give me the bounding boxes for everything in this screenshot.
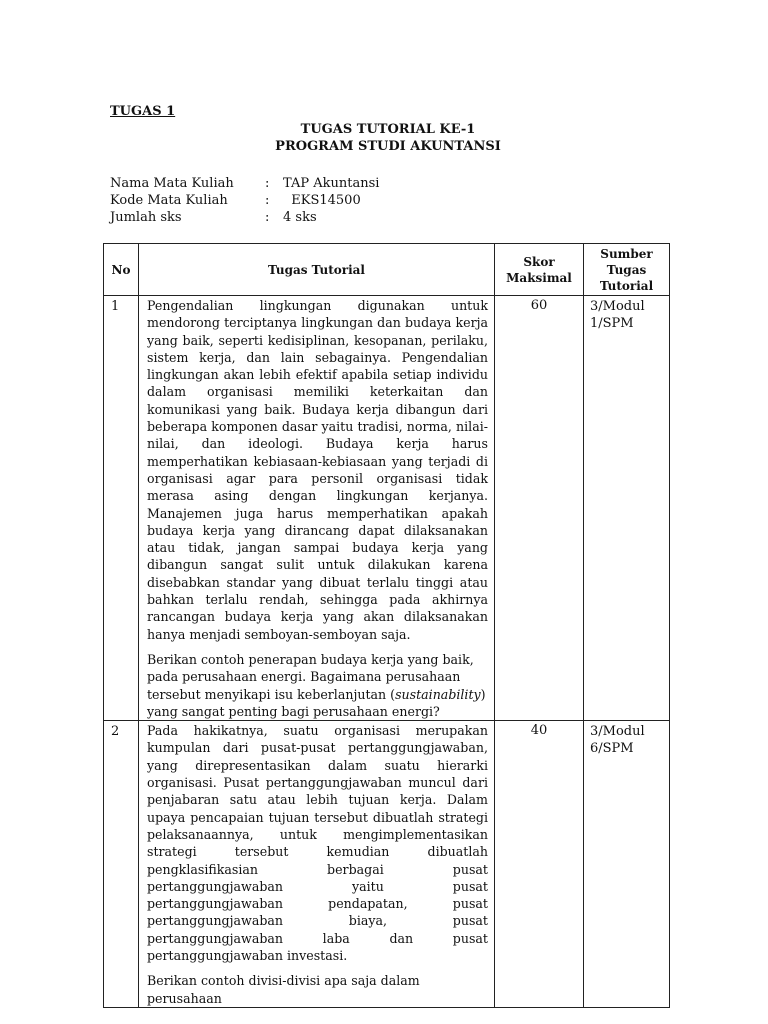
course-name-value: TAP Akuntansi (283, 176, 380, 191)
task-question: Berikan contoh divisi-divisi apa saja dalam perusahaan (147, 973, 420, 1006)
course-code-value: EKS14500 (283, 193, 361, 208)
source-line2: 6/SPM (590, 741, 634, 757)
credits-value: 4 sks (283, 210, 317, 225)
header-sumber-line3: Tutorial (599, 278, 654, 293)
header-skor (495, 244, 584, 296)
tutorial-table (103, 243, 670, 1008)
max-score: 40 (495, 721, 584, 1008)
header-no: No (104, 244, 139, 296)
table-row (104, 296, 670, 721)
task-description (139, 721, 495, 1008)
source-line2: 1/SPM (590, 316, 634, 331)
header-sumber-line1: Sumber (600, 246, 653, 261)
row-number: 1 (104, 296, 139, 721)
task-paragraph: Pengendalian lingkungan digunakan untuk mendorong terciptanya lingkungan dan budaya kerja yang baik, seperti kedisiplinan, kesopanan, perilaku, sistem kerja, dan lain sebagainya. Pengendalian lingkungan akan lebih efektif apabila setiap individu dalam organisasi memiliki keterkaitan dan komunikasi yang baik. Budaya kerja dibangun dari beberapa komponen dasar yaitu tradisi, norma, nilai-nilai, dan ideologi. Budaya kerja harus memperhatikan kebiasaan-kebiasaan yang terjadi di organisasi agar para personil organisasi tidak merasa asing dengan lingkungan kerjanya. Manajemen juga harus memperhatikan apakah budaya kerja yang dirancang dapat dilaksanakan atau tidak, jangan sampai budaya kerja yang dibangun sangat sulit untuk dilakukan karena disebabkan standar yang dibuat terlalu tinggi atau bahkan terlalu rendah, sehingga pada akhirnya rancangan budaya kerja yang akan dilaksanakan hanya menjadi semboyan-semboyan saja. (147, 298, 488, 642)
header-sumber (584, 244, 670, 296)
header-skor-line2: Maksimal (506, 270, 572, 285)
max-score: 60 (495, 296, 584, 721)
question-text: ) yang sangat penting bagi perusahaan energi? (147, 686, 486, 719)
colon: : (265, 210, 270, 225)
task-paragraph: Pada hakikatnya, suatu organisasi merupakan kumpulan dari pusat-pusat pertanggungjawaban, yang direpresentasikan dalam suatu hierarki organisasi. Pusat pertanggungjawaban muncul dari penjabaran satu atau lebih tujuan kerja. Dalam upaya pencapaian tujuan tersebut dibuatlah strategi pelaksanaannya, untuk mengimplementasikan strategi tersebut kemudian dibuatlah pengklasifikasian berbagai pusat pertanggungjawaban yaitu pusat pertanggungjawaban pendapatan, pusat pertanggungjawaban biaya, pusat pertanggungjawaban laba dan pusat pertanggungjawaban investasi. (147, 723, 488, 963)
task-source (584, 296, 670, 721)
colon: : (265, 176, 270, 191)
course-code-label: Kode Mata Kuliah (110, 193, 228, 208)
source-line1: 3/Modul (590, 299, 645, 314)
document-title: TUGAS TUTORIAL KE-1 (300, 122, 476, 137)
colon: : (265, 193, 270, 208)
task-question (147, 651, 488, 720)
task-source (584, 721, 670, 1008)
task-description (139, 296, 495, 721)
table-row (104, 721, 670, 1008)
course-name-label: Nama Mata Kuliah (110, 176, 234, 191)
header-tugas: Tugas Tutorial (139, 244, 495, 296)
program-title: PROGRAM STUDI AKUNTANSI (275, 139, 501, 154)
row-number: 2 (104, 721, 139, 1008)
question-italic-term: sustainability (395, 686, 481, 702)
assignment-label: TUGAS 1 (110, 104, 176, 119)
header-sumber-line2: Tugas (606, 262, 647, 277)
table-header-row (104, 244, 670, 296)
question-text: Berikan contoh penerapan budaya kerja yang baik, pada perusahaan energi. Bagaimana perusahaan tersebut menyikapi isu keberlanjutan ( (147, 651, 474, 702)
credits-label: Jumlah sks (110, 210, 182, 225)
source-line1: 3/Modul (590, 724, 645, 740)
header-skor-line1: Skor (523, 254, 555, 269)
